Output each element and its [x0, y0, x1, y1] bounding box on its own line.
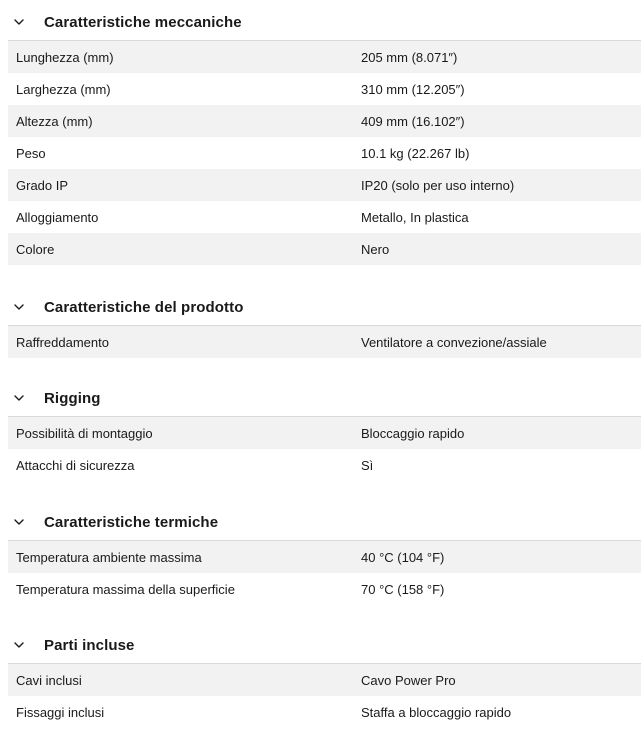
section-title: Caratteristiche termiche — [44, 513, 219, 531]
spec-label: Raffreddamento — [16, 334, 109, 350]
spec-label: Larghezza (mm) — [16, 81, 111, 97]
spec-row — [8, 233, 641, 265]
spec-label: Alloggiamento — [16, 209, 99, 225]
section-title: Rigging — [44, 389, 101, 407]
spec-label: Lunghezza (mm) — [16, 49, 114, 65]
spec-row — [8, 573, 641, 605]
spec-table-product — [8, 325, 641, 358]
chevron-down-icon — [14, 302, 24, 312]
spec-table-rigging — [8, 416, 641, 481]
spec-value: Ventilatore a convezione/assiale — [361, 334, 547, 350]
spec-value: 10.1 kg (22.267 lb) — [361, 145, 470, 161]
spec-value: Staffa a bloccaggio rapido — [361, 704, 512, 720]
spec-value: Nero — [361, 241, 390, 257]
spec-value: Bloccaggio rapido — [361, 425, 465, 441]
section-header-mechanical[interactable] — [8, 6, 641, 38]
spec-row — [8, 541, 641, 573]
spec-label: Grado IP — [16, 177, 69, 193]
spec-row — [8, 137, 641, 169]
spec-row — [8, 326, 641, 358]
spec-value: 310 mm (12.205″) — [361, 81, 465, 97]
spec-value: Metallo, In plastica — [361, 209, 469, 225]
spec-label: Possibilità di montaggio — [16, 425, 153, 441]
chevron-down-icon — [14, 517, 24, 527]
spec-label: Temperatura ambiente massima — [16, 549, 202, 565]
spec-label: Attacchi di sicurezza — [16, 457, 135, 473]
spec-value: IP20 (solo per uso interno) — [361, 177, 515, 193]
spec-row — [8, 41, 641, 73]
spec-label: Peso — [16, 145, 46, 161]
spec-label: Colore — [16, 241, 55, 257]
section-header-product[interactable] — [8, 291, 641, 323]
spec-label: Fissaggi inclusi — [16, 704, 105, 720]
spec-value: Cavo Power Pro — [361, 672, 456, 688]
spec-table-included-parts — [8, 663, 641, 728]
section-title: Caratteristiche meccaniche — [44, 13, 242, 31]
spec-row — [8, 417, 641, 449]
spec-label: Altezza (mm) — [16, 113, 93, 129]
spec-row — [8, 664, 641, 696]
section-title: Caratteristiche del prodotto — [44, 298, 244, 316]
spec-label: Cavi inclusi — [16, 672, 82, 688]
chevron-down-icon — [14, 640, 24, 650]
chevron-down-icon — [14, 17, 24, 27]
spec-table-mechanical — [8, 40, 641, 265]
spec-value: Sì — [361, 457, 374, 473]
section-title: Parti incluse — [44, 636, 135, 654]
spec-row — [8, 73, 641, 105]
spec-value: 409 mm (16.102″) — [361, 113, 465, 129]
section-header-included-parts[interactable] — [8, 629, 641, 661]
section-header-thermal[interactable] — [8, 506, 641, 538]
spec-row — [8, 201, 641, 233]
spec-row — [8, 169, 641, 201]
spec-table-thermal — [8, 540, 641, 605]
spec-row — [8, 696, 641, 728]
spec-value: 70 °C (158 °F) — [361, 581, 445, 597]
spec-row — [8, 105, 641, 137]
spec-value: 40 °C (104 °F) — [361, 549, 445, 565]
spec-row — [8, 449, 641, 481]
spec-value: 205 mm (8.071″) — [361, 49, 458, 65]
chevron-down-icon — [14, 393, 24, 403]
section-header-rigging[interactable] — [8, 382, 641, 414]
spec-label: Temperatura massima della superficie — [16, 581, 235, 597]
